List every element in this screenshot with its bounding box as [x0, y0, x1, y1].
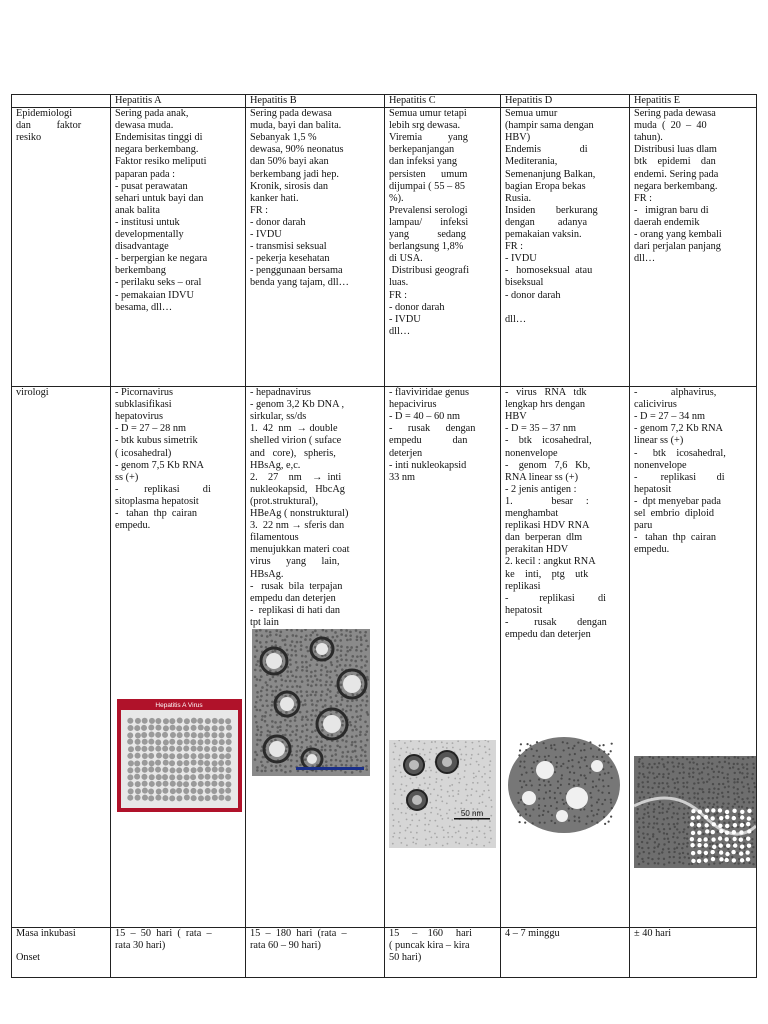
row-label-masa-inkubasi: Masa inkubasi Onset	[12, 928, 111, 978]
header-hepatitis-b: Hepatitis B	[246, 95, 385, 108]
epidemiologi-hep-a: Sering pada anak, dewasa muda. Endemisitas tinggi di negara berkembang. Faktor resiko meliputi paparan pada : - pusat perawatan sehari untuk bayi dan anak balita - institusi untuk developmentally disadvantage - berpergian ke negara berkembang - perilaku seks – oral - pemakaian IDVU besama, dll…	[111, 108, 246, 387]
hepatitis-b-micrograph	[252, 629, 370, 776]
hepatitis-comparison-table	[11, 94, 757, 978]
epidemiologi-hep-e: Sering pada dewasa muda ( 20 – 40 tahun). Distribusi luas dlam btk epidemi dan endemi. Sering pada negara berkembang. FR : - imigran baru di daerah endemik - orang yang kembali dari perjalan panjang dll…	[630, 108, 757, 387]
masa-inkubasi-hep-c: 15 – 160 hari ( puncak kira – kira 50 hari)	[385, 928, 501, 978]
epidemiologi-row	[12, 108, 757, 387]
epidemiologi-hep-c: Semua umur tetapi lebih srg dewasa. Viremia yang berkepanjangan dan infeksi yang persisten umum dijumpai ( 55 – 85 %). Prevalensi serologi lampau/ infeksi yang sedang berlangsung 1,8% di USA. Distribusi geografi luas. FR : - donor darah - IVDU dll…	[385, 108, 501, 387]
virologi-hep-b: - hepadnavirus - genom 3,2 Kb DNA , sirkular, ss/ds 1. 42 nm → double shelled virion ( suface and core), spheris, HBsAg, e,c. 2. 27 nm → inti nukleokapsid, HbcAg (prot.struktural), HBeAg ( nonstruktural) 3. 22 nm → sferis dan filamentous menujukkan materi coat virus yang lain, HBsAg. - rusak bila terpajan empedu dan deterjen - replikasi di hati dan tpt lain	[246, 387, 385, 928]
virologi-hep-c: - flaviviridae genus hepacivirus - D = 40 – 60 nm - rusak dengan empedu dan deterjen - inti nukleokapsid 33 nm 50 nm	[385, 387, 501, 928]
row-label-virologi: virologi	[12, 387, 111, 928]
hepatitis-e-micrograph	[634, 756, 756, 868]
epidemiologi-hep-b: Sering pada dewasa muda, bayi dan balita. Sebanyak 1,5 % dewasa, 90% neonatus dan 50% bayi akan berkembang jadi hep. Kronik, sirosis dan kanker hati. FR : - donor darah - IVDU - transmisi seksual - pekerja kesehatan - penggunaan bersama benda yang tajam, dll…	[246, 108, 385, 387]
epidemiologi-hep-d: Semua umur (hampir sama dengan HBV) Endemis di Mediterania, Semenanjung Balkan, bagian Eropa bekas Rusia. Insiden berkurang dengan adanya pemakaian vaksin. FR : - IVDU - homoseksual atau biseksual - donor darah dll…	[501, 108, 630, 387]
header-hepatitis-e: Hepatitis E	[630, 95, 757, 108]
hepatitis-a-micrograph	[117, 699, 242, 812]
hepatitis-c-micrograph	[389, 740, 496, 848]
masa-inkubasi-hep-e: ± 40 hari	[630, 928, 757, 978]
masa-inkubasi-row	[12, 928, 757, 978]
header-row	[12, 95, 757, 108]
header-cell-empty	[12, 95, 111, 108]
masa-inkubasi-hep-a: 15 – 50 hari ( rata – rata 30 hari)	[111, 928, 246, 978]
virologi-hep-e: - alphavirus, calicivirus - D = 27 – 34 nm - genom 7,2 Kb RNA linear ss (+) - btk icosahedral, nonenvelope - replikasi di hepatosit - dpt menyebar pada sel embrio diploid paru - tahan thp cairan empedu.	[630, 387, 757, 928]
masa-inkubasi-hep-b: 15 – 180 hari (rata – rata 60 – 90 hari)	[246, 928, 385, 978]
hepatitis-a-image-caption: Hepatitis A Virus	[155, 702, 203, 710]
virologi-hep-a: - Picornavirus subklasifikasi hepatovirus - D = 27 – 28 nm - btk kubus simetrik ( icosahedral) - genom 7,5 Kb RNA ss (+) - replikasi di sitoplasma hepatosit - tahan thp cairan empedu. Hepatitis A Virus	[111, 387, 246, 928]
masa-inkubasi-hep-d: 4 – 7 minggu	[501, 928, 630, 978]
hepatitis-c-scale-label: 50 nm	[460, 808, 484, 818]
row-label-epidemiologi: Epidemiologi dan faktor resiko	[12, 108, 111, 387]
header-hepatitis-c: Hepatitis C	[385, 95, 501, 108]
header-hepatitis-d: Hepatitis D	[501, 95, 630, 108]
hepatitis-d-micrograph	[507, 736, 622, 834]
virologi-hep-d: - virus RNA tdk lengkap hrs dengan HBV - D = 35 – 37 nm - btk icosahedral, nonenvelope - genom 7,6 Kb, RNA linear ss (+) - 2 jenis antigen : 1. besar : menghambat replikasi HDV RNA dan berperan dlm perakitan HDV 2. kecil : angkut RNA ke inti, ptg utk replikasi - replikasi di hepatosit - rusak dengan empedu dan deterjen	[501, 387, 630, 928]
header-hepatitis-a: Hepatitis A	[111, 95, 246, 108]
virologi-row	[12, 387, 757, 928]
